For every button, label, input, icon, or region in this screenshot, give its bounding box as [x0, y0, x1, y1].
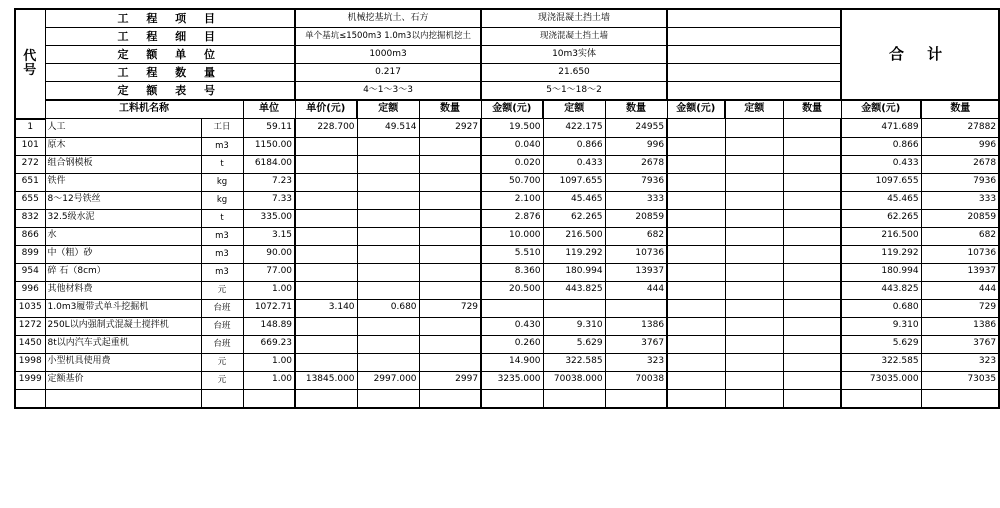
- cell-g1-quota: [295, 227, 357, 245]
- cell-g1-amount: [419, 137, 481, 155]
- cell-g3-amount: [783, 263, 841, 281]
- group1-header-0: 机械挖基坑土、石方: [295, 9, 481, 28]
- cell-unit: t: [201, 209, 243, 227]
- cell-g1-quota: 228.700: [295, 119, 357, 138]
- cell-g1-amount: [419, 227, 481, 245]
- cell-g2-qty: [543, 299, 605, 317]
- cell-code: 651: [15, 173, 45, 191]
- table-row[interactable]: [15, 173, 999, 191]
- blank-cell-7: [481, 389, 543, 408]
- cell-g1-qty: [357, 245, 419, 263]
- cell-g1-qty: [357, 281, 419, 299]
- cell-g3-qty: [725, 335, 783, 353]
- cell-code: 1450: [15, 335, 45, 353]
- table-row[interactable]: [15, 335, 999, 353]
- cell-total-qty: 0.433: [841, 155, 921, 173]
- cell-unit: 台班: [201, 299, 243, 317]
- col-header-price: 单价(元): [295, 100, 357, 119]
- cost-estimate-sheet: [0, 8, 997, 508]
- cell-g1-quota: [295, 353, 357, 371]
- cell-price: 1150.00: [243, 137, 295, 155]
- blank-cell-10: [667, 389, 725, 408]
- col-header-qty-g1: 数量: [419, 100, 481, 119]
- group3-header-1: [667, 28, 841, 46]
- cell-total-amount: 729: [921, 299, 999, 317]
- cell-item-name: 32.5级水泥: [45, 209, 201, 227]
- cell-g2-quota: [481, 299, 543, 317]
- cell-item-name: 铁件: [45, 173, 201, 191]
- cell-item-name: 组合钢模板: [45, 155, 201, 173]
- cell-g1-qty: [357, 209, 419, 227]
- cell-g2-qty: 62.265: [543, 209, 605, 227]
- cell-item-name: 1.0m3履带式单斗挖掘机: [45, 299, 201, 317]
- cell-g2-qty: 422.175: [543, 119, 605, 138]
- cell-unit: m3: [201, 263, 243, 281]
- table-row[interactable]: [15, 191, 999, 209]
- cell-total-amount: 996: [921, 137, 999, 155]
- cell-total-qty: 471.689: [841, 119, 921, 138]
- cell-g1-amount: [419, 317, 481, 335]
- cell-g3-qty: [725, 299, 783, 317]
- cell-g2-qty: 119.292: [543, 245, 605, 263]
- group1-header-4: 4～1～3～3: [295, 82, 481, 101]
- total-header-cell: 合 计: [841, 9, 999, 100]
- cell-g1-qty: 49.514: [357, 119, 419, 138]
- cell-g3-qty: [725, 155, 783, 173]
- cell-g3-amount: [783, 299, 841, 317]
- header-label-4: 定 额 表 号: [45, 82, 295, 101]
- cell-unit: 工日: [201, 119, 243, 138]
- cell-total-qty: 45.465: [841, 191, 921, 209]
- cell-g1-quota: [295, 137, 357, 155]
- cell-g1-quota: [295, 209, 357, 227]
- group2-header-0: 现浇混凝土挡土墙: [481, 9, 667, 28]
- cell-g2-amount: 3767: [605, 335, 667, 353]
- cell-unit: m3: [201, 245, 243, 263]
- col-header-amount-g2: 金额(元): [667, 100, 725, 119]
- cell-g1-amount: [419, 173, 481, 191]
- cell-g1-qty: [357, 191, 419, 209]
- blank-cell-5: [357, 389, 419, 408]
- table-row[interactable]: [15, 245, 999, 263]
- cell-g3-amount: [783, 137, 841, 155]
- cell-g2-quota: 19.500: [481, 119, 543, 138]
- col-header-name: 工料机名称: [45, 100, 243, 119]
- cell-price: 1.00: [243, 353, 295, 371]
- cell-g3-amount: [783, 281, 841, 299]
- col-header-amount-g1: 金额(元): [481, 100, 543, 119]
- blank-cell-0: [15, 389, 45, 408]
- cell-total-amount: 13937: [921, 263, 999, 281]
- cell-g2-amount: 333: [605, 191, 667, 209]
- cell-g1-amount: [419, 281, 481, 299]
- table-row[interactable]: [15, 137, 999, 155]
- cell-g1-quota: [295, 191, 357, 209]
- blank-cell-9: [605, 389, 667, 408]
- cell-total-qty: 0.866: [841, 137, 921, 155]
- cell-g2-quota: 0.020: [481, 155, 543, 173]
- cell-code: 272: [15, 155, 45, 173]
- cell-unit: t: [201, 155, 243, 173]
- cell-g1-amount: [419, 353, 481, 371]
- blank-cell-3: [243, 389, 295, 408]
- cell-g2-quota: 3235.000: [481, 371, 543, 389]
- cell-total-amount: 2678: [921, 155, 999, 173]
- cell-code: 101: [15, 137, 45, 155]
- blank-cell-13: [841, 389, 921, 408]
- cell-total-qty: 180.994: [841, 263, 921, 281]
- cell-g1-amount: [419, 335, 481, 353]
- cell-g1-qty: [357, 335, 419, 353]
- cell-unit: 台班: [201, 317, 243, 335]
- table-row[interactable]: [15, 353, 999, 371]
- cell-code: 1: [15, 119, 45, 138]
- header-row: [15, 9, 999, 28]
- cell-g2-quota: 5.510: [481, 245, 543, 263]
- cell-total-qty: 9.310: [841, 317, 921, 335]
- cell-g1-qty: 2997.000: [357, 371, 419, 389]
- cell-total-qty: 73035.000: [841, 371, 921, 389]
- cell-g2-amount: 24955: [605, 119, 667, 138]
- table-row[interactable]: [15, 317, 999, 335]
- cell-g3-qty: [725, 137, 783, 155]
- cell-g1-qty: [357, 155, 419, 173]
- cell-total-amount: 73035: [921, 371, 999, 389]
- cell-g2-amount: 10736: [605, 245, 667, 263]
- cell-code: 1035: [15, 299, 45, 317]
- cell-g2-amount: 20859: [605, 209, 667, 227]
- cell-total-qty: 5.629: [841, 335, 921, 353]
- blank-cell-6: [419, 389, 481, 408]
- cell-g3-qty: [725, 317, 783, 335]
- cell-g3-qty: [725, 227, 783, 245]
- cell-unit: 元: [201, 353, 243, 371]
- cell-g1-qty: [357, 227, 419, 245]
- cell-g1-amount: [419, 191, 481, 209]
- cell-g1-quota: [295, 263, 357, 281]
- cell-g2-qty: 9.310: [543, 317, 605, 335]
- cell-g3-qty: [725, 353, 783, 371]
- table-row[interactable]: [15, 227, 999, 245]
- cell-g1-quota: [295, 335, 357, 353]
- cell-g1-quota: 3.140: [295, 299, 357, 317]
- cell-g3-amount: [783, 209, 841, 227]
- cell-g3-qty: [725, 371, 783, 389]
- cell-g2-quota: 20.500: [481, 281, 543, 299]
- cell-g1-quota: 13845.000: [295, 371, 357, 389]
- cell-unit: m3: [201, 227, 243, 245]
- header-label-0: 工 程 项 目: [45, 9, 295, 28]
- cell-g3-quota: [667, 227, 725, 245]
- cell-code: 996: [15, 281, 45, 299]
- cell-g3-qty: [725, 119, 783, 138]
- cell-unit: kg: [201, 173, 243, 191]
- cell-g2-quota: 10.000: [481, 227, 543, 245]
- cell-total-qty: 0.680: [841, 299, 921, 317]
- cell-g2-qty: 0.866: [543, 137, 605, 155]
- cell-item-name: 水: [45, 227, 201, 245]
- cell-code: 866: [15, 227, 45, 245]
- cell-g3-qty: [725, 173, 783, 191]
- cell-g3-quota: [667, 137, 725, 155]
- cell-item-name: 8～12号铁丝: [45, 191, 201, 209]
- col-header-quota-g1: 定额: [357, 100, 419, 119]
- cell-total-amount: 323: [921, 353, 999, 371]
- blank-cell-2: [201, 389, 243, 408]
- cell-price: 7.33: [243, 191, 295, 209]
- col-header-quota-g3: 定额: [725, 100, 783, 119]
- cell-total-qty: 322.585: [841, 353, 921, 371]
- table-row[interactable]: [15, 209, 999, 227]
- code-header-cell: [15, 9, 45, 119]
- cell-g3-quota: [667, 317, 725, 335]
- cell-g2-amount: 70038: [605, 371, 667, 389]
- cell-item-name: 碎 石（8cm）: [45, 263, 201, 281]
- col-header-unit: 单位: [243, 100, 295, 119]
- cell-total-qty: 119.292: [841, 245, 921, 263]
- col-header-quota-g2: 定额: [543, 100, 605, 119]
- cell-code: 1998: [15, 353, 45, 371]
- cell-total-qty: 216.500: [841, 227, 921, 245]
- cell-g1-amount: 2997: [419, 371, 481, 389]
- cell-g3-quota: [667, 353, 725, 371]
- table-row[interactable]: [15, 299, 999, 317]
- cell-g3-quota: [667, 155, 725, 173]
- cell-item-name: 中（粗）砂: [45, 245, 201, 263]
- blank-cell-1: [45, 389, 201, 408]
- cell-g3-amount: [783, 335, 841, 353]
- cell-price: 1.00: [243, 371, 295, 389]
- cell-g2-amount: 682: [605, 227, 667, 245]
- cell-g2-qty: 322.585: [543, 353, 605, 371]
- cell-item-name: 其他材料费: [45, 281, 201, 299]
- group1-header-2: 1000m3: [295, 46, 481, 64]
- cell-g1-quota: [295, 245, 357, 263]
- cell-g3-quota: [667, 245, 725, 263]
- cell-unit: m3: [201, 137, 243, 155]
- cell-g3-quota: [667, 299, 725, 317]
- cell-item-name: 小型机具使用费: [45, 353, 201, 371]
- cell-total-amount: 333: [921, 191, 999, 209]
- table-row[interactable]: [15, 155, 999, 173]
- cell-price: 1.00: [243, 281, 295, 299]
- cell-code: 954: [15, 263, 45, 281]
- cell-g2-quota: 0.260: [481, 335, 543, 353]
- cell-g1-qty: [357, 137, 419, 155]
- cell-g2-qty: 443.825: [543, 281, 605, 299]
- group2-header-1: 现浇混凝土挡土墙: [481, 28, 667, 46]
- cell-g1-amount: 729: [419, 299, 481, 317]
- cell-total-amount: 444: [921, 281, 999, 299]
- cell-price: 90.00: [243, 245, 295, 263]
- cell-item-name: 8t以内汽车式起重机: [45, 335, 201, 353]
- cell-g2-amount: 444: [605, 281, 667, 299]
- group1-header-1: 单个基坑≤1500m3 1.0m3以内挖掘机挖土: [295, 28, 481, 46]
- blank-cell-4: [295, 389, 357, 408]
- cell-g3-amount: [783, 371, 841, 389]
- cell-g3-quota: [667, 371, 725, 389]
- cell-g1-amount: [419, 263, 481, 281]
- cell-g3-amount: [783, 155, 841, 173]
- code-header-line2: 号: [23, 62, 38, 78]
- table-row[interactable]: [15, 263, 999, 281]
- cell-g3-amount: [783, 173, 841, 191]
- group2-header-3: 21.650: [481, 64, 667, 82]
- group3-header-2: [667, 46, 841, 64]
- cell-g3-quota: [667, 335, 725, 353]
- header-label-1: 工 程 细 目: [45, 28, 295, 46]
- group2-header-4: 5～1～18～2: [481, 82, 667, 101]
- cell-g3-quota: [667, 263, 725, 281]
- cell-price: 7.23: [243, 173, 295, 191]
- cell-g3-quota: [667, 281, 725, 299]
- cell-total-qty: 443.825: [841, 281, 921, 299]
- cell-price: 1072.71: [243, 299, 295, 317]
- table-row[interactable]: [15, 371, 999, 389]
- header-label-2: 定 额 单 位: [45, 46, 295, 64]
- table-row[interactable]: [15, 119, 999, 138]
- cell-g2-amount: 996: [605, 137, 667, 155]
- cell-item-name: 定额基价: [45, 371, 201, 389]
- cell-total-amount: 10736: [921, 245, 999, 263]
- cell-g2-qty: 0.433: [543, 155, 605, 173]
- cell-code: 1272: [15, 317, 45, 335]
- group1-header-3: 0.217: [295, 64, 481, 82]
- cell-g2-qty: 45.465: [543, 191, 605, 209]
- cell-g1-quota: [295, 155, 357, 173]
- group2-header-2: 10m3实体: [481, 46, 667, 64]
- cell-unit: kg: [201, 191, 243, 209]
- cell-g2-amount: 323: [605, 353, 667, 371]
- cell-g2-qty: 216.500: [543, 227, 605, 245]
- code-header-line1: 代: [23, 49, 38, 65]
- cell-total-amount: 20859: [921, 209, 999, 227]
- group3-header-4: [667, 82, 841, 101]
- cell-g1-qty: [357, 173, 419, 191]
- cell-g2-quota: 2.876: [481, 209, 543, 227]
- column-header-row: [15, 100, 999, 119]
- cell-g2-amount: 13937: [605, 263, 667, 281]
- col-header-qty-g3: 数量: [783, 100, 841, 119]
- blank-cell-14: [921, 389, 999, 408]
- cell-price: 3.15: [243, 227, 295, 245]
- cell-g2-quota: 50.700: [481, 173, 543, 191]
- cell-g3-qty: [725, 191, 783, 209]
- cell-price: 77.00: [243, 263, 295, 281]
- cell-g1-qty: [357, 317, 419, 335]
- cell-total-amount: 7936: [921, 173, 999, 191]
- cell-price: 148.89: [243, 317, 295, 335]
- cell-g3-quota: [667, 173, 725, 191]
- cell-g2-quota: 2.100: [481, 191, 543, 209]
- cell-code: 832: [15, 209, 45, 227]
- cell-g2-quota: 0.040: [481, 137, 543, 155]
- cell-g1-quota: [295, 173, 357, 191]
- cell-g2-amount: 1386: [605, 317, 667, 335]
- cell-g2-quota: 0.430: [481, 317, 543, 335]
- cell-g1-qty: [357, 353, 419, 371]
- cell-g3-quota: [667, 119, 725, 138]
- cost-table: [14, 8, 1000, 409]
- blank-cell-11: [725, 389, 783, 408]
- cell-g3-amount: [783, 245, 841, 263]
- cell-g3-amount: [783, 317, 841, 335]
- cell-price: 6184.00: [243, 155, 295, 173]
- cell-g1-amount: [419, 245, 481, 263]
- blank-cell-8: [543, 389, 605, 408]
- cell-total-amount: 682: [921, 227, 999, 245]
- table-row-blank[interactable]: [15, 389, 999, 408]
- group3-header-0: [667, 9, 841, 28]
- col-header-qty-g2: 数量: [605, 100, 667, 119]
- cell-total-amount: 27882: [921, 119, 999, 138]
- cell-code: 655: [15, 191, 45, 209]
- cell-total-amount: 3767: [921, 335, 999, 353]
- cell-total-qty: 1097.655: [841, 173, 921, 191]
- header-label-3: 工 程 数 量: [45, 64, 295, 82]
- cell-g1-amount: [419, 155, 481, 173]
- cell-g1-amount: [419, 209, 481, 227]
- cell-g3-amount: [783, 353, 841, 371]
- cell-g3-quota: [667, 209, 725, 227]
- cell-g3-amount: [783, 191, 841, 209]
- cell-g2-qty: 70038.000: [543, 371, 605, 389]
- col-header-amount-g3: 金额(元): [841, 100, 921, 119]
- cell-g2-amount: [605, 299, 667, 317]
- cell-item-name: 250L以内强制式混凝土搅拌机: [45, 317, 201, 335]
- cell-price: 335.00: [243, 209, 295, 227]
- cell-g2-quota: 8.360: [481, 263, 543, 281]
- cell-unit: 元: [201, 281, 243, 299]
- cell-total-amount: 1386: [921, 317, 999, 335]
- cell-item-name: 人工: [45, 119, 201, 138]
- cell-price: 59.11: [243, 119, 295, 138]
- cell-g2-quota: 14.900: [481, 353, 543, 371]
- cell-g3-amount: [783, 119, 841, 138]
- cell-g2-qty: 180.994: [543, 263, 605, 281]
- cell-g3-qty: [725, 245, 783, 263]
- cell-price: 669.23: [243, 335, 295, 353]
- cell-g1-quota: [295, 281, 357, 299]
- blank-cell-12: [783, 389, 841, 408]
- cell-g2-qty: 1097.655: [543, 173, 605, 191]
- cell-g1-amount: 2927: [419, 119, 481, 138]
- cell-g2-amount: 7936: [605, 173, 667, 191]
- cell-g3-qty: [725, 209, 783, 227]
- cell-code: 1999: [15, 371, 45, 389]
- group3-header-3: [667, 64, 841, 82]
- cell-g3-qty: [725, 263, 783, 281]
- col-header-total-qty: 数量: [921, 100, 999, 119]
- cell-code: 899: [15, 245, 45, 263]
- cell-g3-qty: [725, 281, 783, 299]
- cell-g2-amount: 2678: [605, 155, 667, 173]
- cell-total-qty: 62.265: [841, 209, 921, 227]
- cell-unit: 元: [201, 371, 243, 389]
- table-row[interactable]: [15, 281, 999, 299]
- cell-g1-qty: 0.680: [357, 299, 419, 317]
- cell-g3-amount: [783, 227, 841, 245]
- cell-g2-qty: 5.629: [543, 335, 605, 353]
- cell-g1-quota: [295, 317, 357, 335]
- cell-g1-qty: [357, 263, 419, 281]
- cell-item-name: 原木: [45, 137, 201, 155]
- cell-unit: 台班: [201, 335, 243, 353]
- cell-g3-quota: [667, 191, 725, 209]
